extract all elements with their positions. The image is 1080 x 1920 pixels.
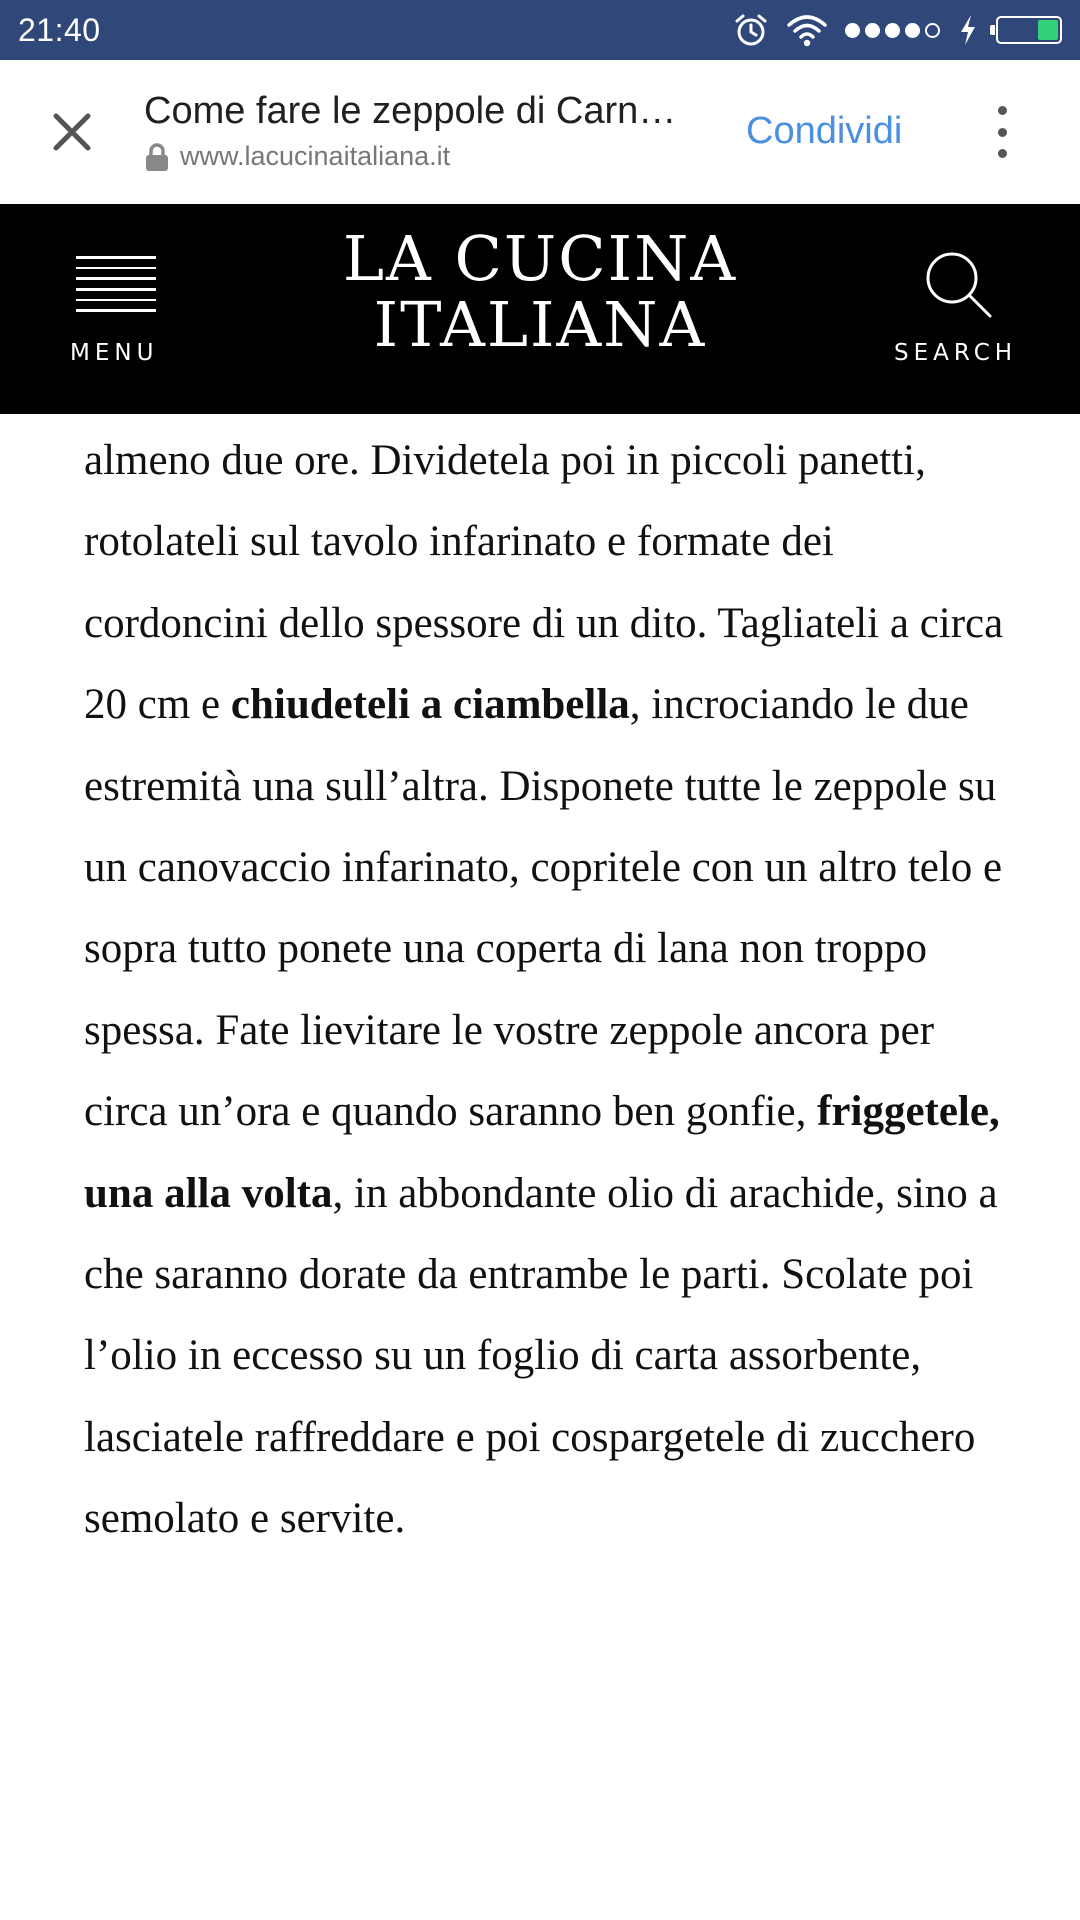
tab-title-block[interactable] bbox=[144, 90, 704, 172]
status-time: 21:40 bbox=[18, 11, 101, 48]
site-logo[interactable] bbox=[300, 222, 780, 361]
logo-line-2: ITALIANA bbox=[373, 288, 707, 361]
status-icons bbox=[733, 0, 1062, 60]
hamburger-icon bbox=[76, 256, 156, 312]
wifi-icon bbox=[787, 13, 827, 47]
more-vert-icon bbox=[998, 106, 1007, 115]
search-label: SEARCH bbox=[894, 340, 1018, 366]
article-bold-text: friggetele, una alla volta bbox=[84, 1088, 1000, 1217]
article-text: , in abbondante olio di arachide, sino a che saranno dorate da entrambe le parti. Scolate poi l’olio in eccesso su un foglio di carta assorbente, lasciatele raffreddare e poi cospargetele di zucchero semolato e servite. bbox=[84, 1169, 998, 1543]
lock-icon bbox=[144, 142, 170, 172]
article-bold-text: chiudeteli a ciambella bbox=[230, 681, 630, 729]
article-text: almeno due ore. Dividetela poi in piccoli panetti, rotolateli sul tavolo infarinato e formate dei cordoncini dello spessore di un dito. Tagliateli a circa 20 cm e bbox=[84, 437, 1004, 729]
alarm-icon bbox=[733, 12, 769, 48]
page-url: www.lacucinaitaliana.it bbox=[180, 141, 451, 171]
menu-label: MENU bbox=[70, 340, 159, 366]
page-title: Come fare le zeppole di Carn… bbox=[144, 90, 677, 132]
more-options-button[interactable] bbox=[984, 100, 1020, 164]
search-button[interactable] bbox=[892, 248, 1024, 368]
share-button[interactable]: Condividi bbox=[746, 110, 903, 152]
search-icon bbox=[922, 248, 998, 324]
close-button[interactable] bbox=[44, 104, 100, 160]
browser-toolbar bbox=[0, 60, 1080, 204]
battery-icon bbox=[996, 16, 1062, 44]
close-icon bbox=[50, 110, 94, 154]
charging-icon bbox=[958, 14, 978, 46]
article-body bbox=[84, 420, 1004, 1560]
signal-icon bbox=[845, 23, 940, 38]
logo-line-1: LA CUCINA bbox=[342, 222, 738, 295]
article-text: , incrociando le due estremità una sull’altra. Disponete tutte le zeppole su un canovaccio infarinato, copritele con un altro telo e sopra tutto ponete una coperta di lana non troppo spessa. Fate lievitare le vostre zeppole ancora per circa un’ora e quando saranno ben gonfie, bbox=[84, 681, 1003, 1136]
site-header bbox=[0, 204, 1080, 414]
menu-button[interactable] bbox=[70, 248, 166, 368]
status-bar bbox=[0, 0, 1080, 60]
url-row bbox=[144, 141, 704, 172]
